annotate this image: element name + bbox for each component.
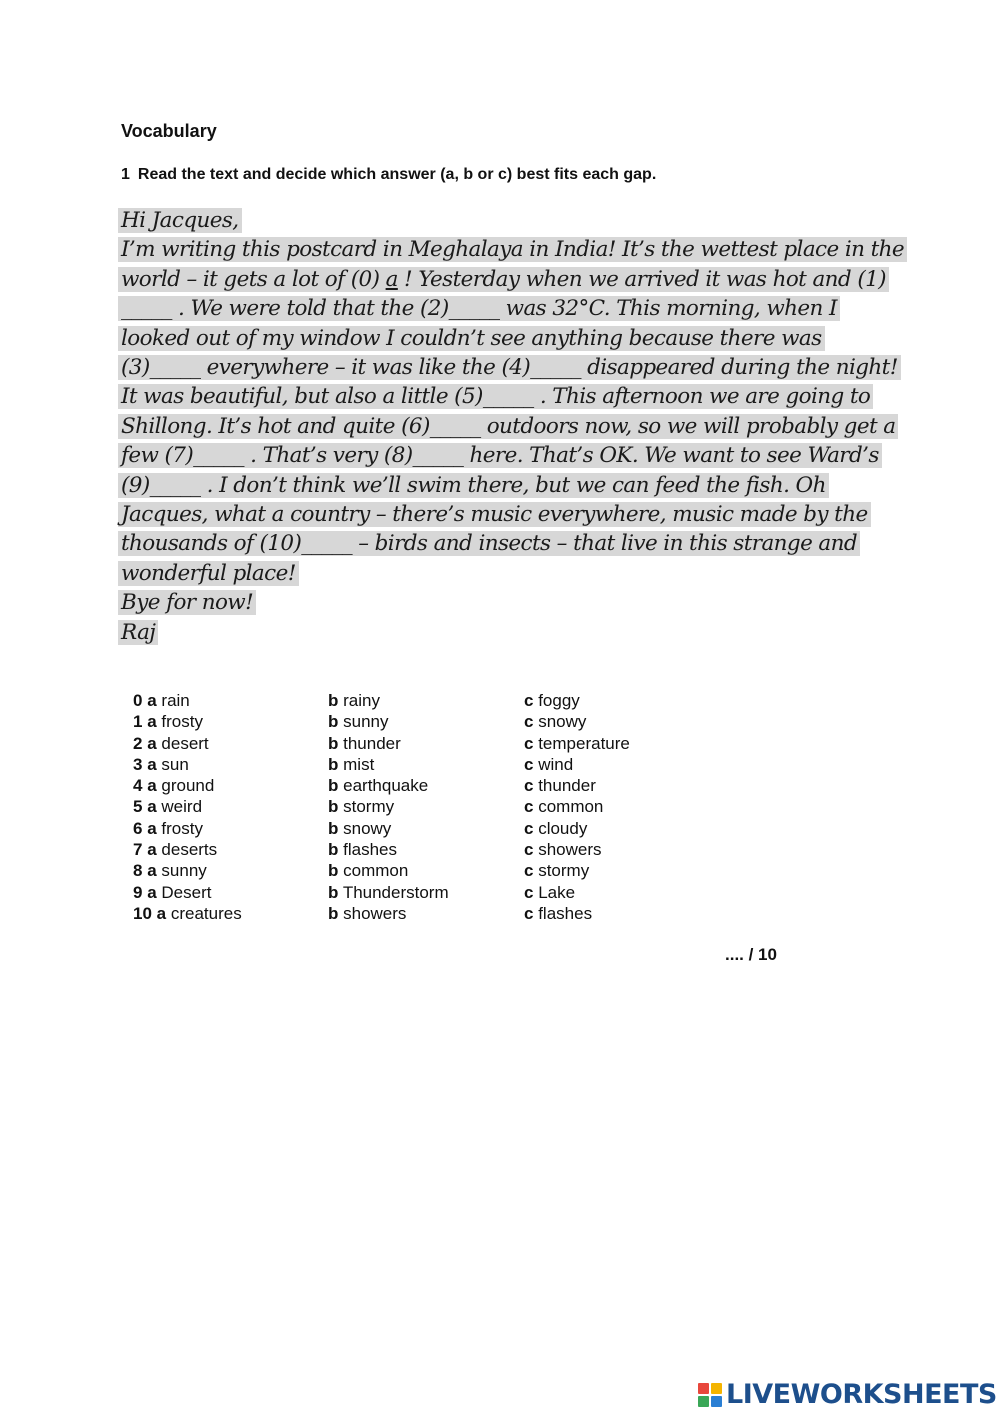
option-word: frosty — [161, 818, 203, 838]
option-number: 2 — [133, 733, 143, 753]
option-row — [133, 796, 630, 817]
option-letter: b — [328, 840, 339, 860]
option-letter: c — [524, 797, 534, 817]
option-word: weird — [161, 797, 203, 817]
postcard-line-text — [118, 384, 873, 409]
postcard-text-segment: world – it gets a lot of (0) — [121, 266, 386, 292]
postcard-line — [118, 265, 888, 294]
option-number: 5 — [133, 797, 143, 817]
option-c — [524, 818, 587, 839]
option-a — [133, 775, 328, 796]
brand-text: LIVEWORKSHEETS — [726, 1379, 997, 1410]
postcard-line — [118, 324, 888, 353]
option-letter: b — [328, 776, 339, 796]
option-a — [133, 882, 328, 903]
option-row — [133, 839, 630, 860]
option-b — [328, 818, 524, 839]
option-letter: c — [524, 691, 534, 710]
option-word: common — [538, 797, 604, 817]
liveworksheets-logo-icon — [698, 1383, 722, 1407]
option-word: sunny — [343, 712, 389, 732]
option-letter: a — [156, 903, 167, 923]
postcard-line — [118, 412, 896, 441]
option-letter: b — [328, 903, 339, 923]
postcard-line — [118, 441, 888, 470]
postcard-text-segment: Jacques, what a country – there’s music everywhere, music made by the — [121, 502, 868, 528]
section-title: Vocabulary — [121, 121, 217, 141]
postcard-line-text — [118, 502, 871, 527]
postcard-line-text — [118, 414, 898, 439]
option-word: Desert — [161, 882, 212, 902]
option-word: rainy — [343, 691, 380, 710]
option-letter: a — [147, 733, 157, 753]
option-row — [133, 775, 630, 796]
option-b — [328, 903, 524, 924]
option-word: deserts — [161, 840, 218, 860]
option-letter: c — [524, 861, 534, 881]
postcard-text-segment: (3)_____ everywhere – it was like the (4)_____ disappeared during the night! — [121, 355, 898, 381]
option-c — [524, 796, 603, 817]
option-word: common — [343, 861, 409, 881]
option-c — [524, 711, 586, 732]
option-word: desert — [161, 733, 209, 753]
option-b — [328, 882, 524, 903]
postcard-line — [118, 500, 888, 529]
option-word: mist — [343, 754, 375, 774]
option-c — [524, 754, 573, 775]
option-c — [524, 690, 580, 711]
option-number: 9 — [133, 882, 143, 902]
option-word: flashes — [343, 840, 397, 860]
option-letter: c — [524, 903, 534, 923]
example-answer: a — [385, 266, 398, 292]
option-word: foggy — [538, 691, 580, 710]
postcard-line — [118, 618, 888, 647]
option-number: 3 — [133, 754, 143, 774]
postcard-line — [118, 559, 888, 588]
option-letter: a — [147, 818, 157, 838]
postcard-line-text — [118, 296, 840, 321]
option-letter: a — [147, 712, 157, 732]
option-a — [133, 796, 328, 817]
postcard-text-segment: It was beautiful, but also a little (5)_____ . This afternoon we are going to — [121, 384, 871, 410]
postcard-text-segment: ! Yesterday when we arrived it was hot and (1) — [397, 266, 886, 292]
option-c — [524, 860, 589, 881]
option-letter: c — [524, 754, 534, 774]
postcard-text-segment: Bye for now! — [121, 590, 254, 616]
postcard-line-text — [118, 531, 860, 556]
option-letter: c — [524, 818, 534, 838]
option-letter: b — [328, 691, 339, 710]
postcard-line — [118, 294, 888, 323]
option-number: 6 — [133, 818, 143, 838]
option-letter: a — [147, 882, 157, 902]
postcard-text-segment: _____ . We were told that the (2)_____ was 32°C. This morning, when I — [121, 296, 837, 322]
instruction — [121, 166, 656, 184]
postcard-line-text — [118, 237, 907, 262]
option-letter: c — [524, 712, 534, 732]
score-box: .... / 10 — [725, 945, 777, 964]
option-word: wind — [538, 754, 574, 774]
option-a — [133, 754, 328, 775]
option-letter: b — [328, 861, 339, 881]
option-b — [328, 690, 524, 711]
option-word: stormy — [343, 797, 395, 817]
postcard-text-segment: looked out of my window I couldn’t see anything because there was — [121, 325, 822, 351]
option-word: cloudy — [538, 818, 588, 838]
option-a — [133, 690, 328, 711]
option-row — [133, 690, 630, 711]
logo-square — [711, 1383, 722, 1394]
instruction-number: 1 — [121, 166, 130, 183]
logo-square — [698, 1396, 709, 1407]
postcard-text-segment: (9)_____ . I don’t think we’ll swim there, but we can feed the fish. Oh — [121, 472, 826, 498]
option-b — [328, 775, 524, 796]
option-word: flashes — [538, 903, 593, 923]
option-number: 1 — [133, 712, 143, 732]
option-b — [328, 733, 524, 754]
option-word: earthquake — [343, 776, 429, 796]
option-c — [524, 839, 602, 860]
option-word: thunder — [538, 776, 596, 796]
postcard-line-text — [118, 355, 901, 380]
option-row — [133, 818, 630, 839]
postcard-text-segment: wonderful place! — [121, 560, 296, 586]
option-word: stormy — [538, 861, 590, 881]
postcard-line-text — [118, 561, 299, 586]
logo-square — [711, 1396, 722, 1407]
option-letter: a — [147, 691, 157, 710]
option-number: 7 — [133, 840, 143, 860]
answer-options — [133, 690, 630, 924]
option-letter: a — [147, 861, 157, 881]
option-letter: b — [328, 754, 339, 774]
option-letter: b — [328, 733, 339, 753]
postcard-line — [118, 353, 898, 382]
option-word: creatures — [170, 903, 242, 923]
brand-footer — [698, 1379, 997, 1410]
postcard-line — [118, 206, 888, 235]
option-c — [524, 775, 596, 796]
option-row — [133, 711, 630, 732]
option-word: thunder — [343, 733, 401, 753]
option-word: snowy — [343, 818, 392, 838]
option-row — [133, 882, 630, 903]
option-letter: c — [524, 882, 534, 902]
option-a — [133, 903, 328, 924]
option-letter: c — [524, 776, 534, 796]
postcard-text-segment: Raj — [121, 619, 156, 645]
option-word: temperature — [538, 733, 630, 753]
option-b — [328, 711, 524, 732]
option-a — [133, 818, 328, 839]
option-number: 0 — [133, 691, 143, 710]
option-word: Thunderstorm — [342, 882, 449, 902]
option-word: sunny — [161, 861, 207, 881]
option-b — [328, 860, 524, 881]
postcard-line-text — [118, 443, 882, 468]
option-c — [524, 733, 630, 754]
option-a — [133, 839, 328, 860]
option-letter: b — [328, 818, 339, 838]
postcard-line-text — [118, 208, 242, 233]
postcard-line-text — [118, 267, 889, 292]
option-letter: c — [524, 840, 534, 860]
option-b — [328, 754, 524, 775]
postcard-text — [118, 206, 904, 647]
option-word: showers — [538, 840, 602, 860]
option-a — [133, 860, 328, 881]
postcard-text-segment: thousands of (10)_____ – birds and insects – that live in this strange and — [121, 531, 858, 557]
postcard-text-segment: Hi Jacques, — [121, 208, 239, 233]
postcard-line — [118, 529, 888, 558]
instruction-text: Read the text and decide which answer (a, b or c) best fits each gap. — [137, 166, 657, 183]
option-number: 10 — [133, 903, 152, 923]
option-row — [133, 733, 630, 754]
option-word: sun — [161, 754, 189, 774]
option-word: showers — [343, 903, 407, 923]
logo-square — [698, 1383, 709, 1394]
postcard-line — [118, 382, 888, 411]
option-letter: a — [147, 754, 157, 774]
postcard-line — [118, 235, 904, 264]
postcard-line-text — [118, 590, 256, 615]
option-word: ground — [161, 776, 215, 796]
option-letter: a — [147, 776, 157, 796]
option-b — [328, 796, 524, 817]
option-letter: a — [147, 797, 157, 817]
option-number: 4 — [133, 776, 143, 796]
postcard-line — [118, 588, 888, 617]
option-c — [524, 903, 592, 924]
postcard-text-segment: few (7)_____ . That’s very (8)_____ here. That’s OK. We want to see Ward’s — [121, 443, 879, 469]
option-word: frosty — [161, 712, 203, 732]
option-a — [133, 733, 328, 754]
option-word: snowy — [538, 712, 587, 732]
option-letter: c — [524, 733, 534, 753]
postcard-text-segment: Shillong. It’s hot and quite (6)_____ outdoors now, so we will probably get a — [121, 413, 896, 439]
postcard-text-segment: I’m writing this postcard in Meghalaya in India! It’s the wettest place in the — [121, 237, 904, 263]
postcard-line-text — [118, 620, 158, 645]
option-letter: a — [147, 840, 157, 860]
option-letter: b — [328, 797, 339, 817]
postcard-line-text — [118, 473, 829, 498]
option-letter: b — [328, 712, 339, 732]
option-word: rain — [161, 691, 190, 710]
option-number: 8 — [133, 861, 143, 881]
postcard-line-text — [118, 326, 825, 351]
option-c — [524, 882, 575, 903]
option-b — [328, 839, 524, 860]
option-letter: b — [328, 882, 339, 902]
option-row — [133, 754, 630, 775]
option-word: Lake — [538, 882, 576, 902]
option-a — [133, 711, 328, 732]
option-row — [133, 860, 630, 881]
postcard-line — [118, 471, 888, 500]
option-row — [133, 903, 630, 924]
